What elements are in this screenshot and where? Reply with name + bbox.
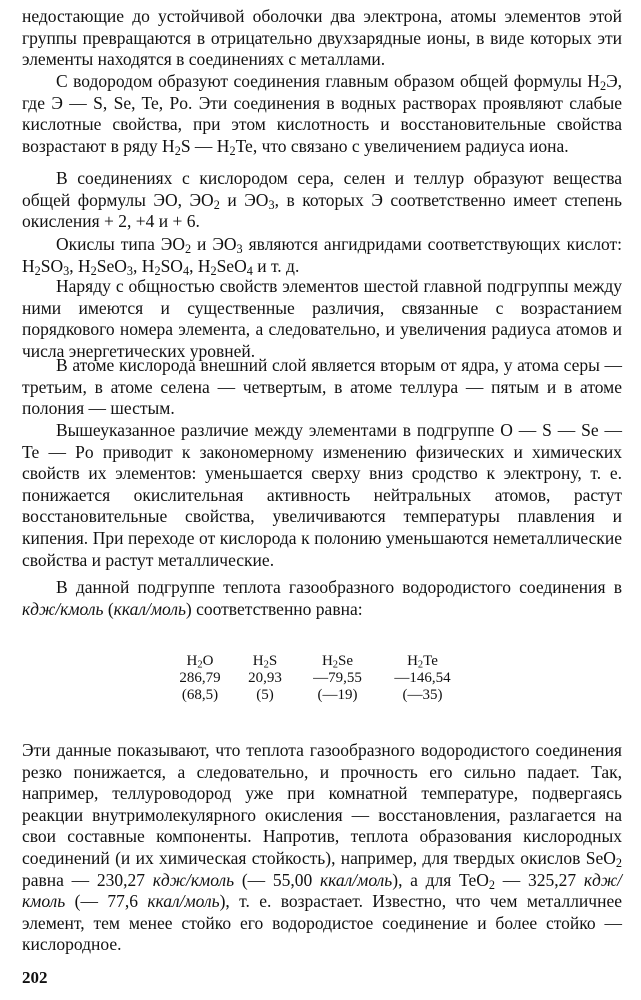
heat-of-formation-table	[165, 653, 465, 704]
value-kcal-h2te: (—35)	[402, 687, 443, 703]
formula-h2s: $H_2S$	[252, 653, 278, 671]
paragraph-6: В атоме кислорода внешний слой является вторым от ядра, у атома серы — третьим, в атоме селена — четвертым, в атоме теллура — пятым и в атоме полония — шестым.	[22, 355, 622, 419]
formula-h2se: $H_2Se$	[321, 653, 354, 671]
page-number: 202	[22, 968, 48, 987]
paragraph-8: В данной подгруппе теплота газообразного водородистого соединения в кдж/кмоль (ккал/моль) соответственно равна:	[22, 577, 622, 619]
paragraph-4: Окислы типа $ЭO_2$ и $ЭO_3$ являются ангидридами соответствующих кислот: $H_2SO_3$, $H_2SeO_3$, $H_2SO_4$, $H_2SeO_4$ и т. д.	[22, 234, 622, 278]
value-kcal-h2se: (—19)	[317, 687, 358, 703]
formula-h2te: $H_2Te$	[407, 653, 438, 671]
paragraph-2: С водородом образуют соединения главным образом общей формулы $H_2Э$, где Э — S, Se, Te, Po. Эти соединения в водных растворах проявляют слабые кислотные свойства, при этом кислотность и восстановительные свойства возрастают в ряду $H_2S$ — $H_2Te$, что связано с увеличением радиуса иона.	[22, 71, 622, 158]
value-kcal-h2s: (5)	[256, 687, 274, 703]
paragraph-7: Вышеуказанное различие между элементами в подгруппе O — S — Se — Te — Po приводит к закономерному изменению физических и химических свойств их элементов: уменьшается сверху вниз сродство к электрону, т. е. понижается окислительная активность нейтральных атомов, растут восстановительные свойства, увеличиваются температуры плавления и кипения. При переходе от кислорода к полонию уменьшаются неметаллические свойства и растут металлические.	[22, 420, 622, 570]
paragraph-3: В соединениях с кислородом сера, селен и теллур образуют вещества общей формулы ЭO, $ЭO_2$ и $ЭO_3$, в которых Э соответственно имеет степень окисления + 2, +4 и + 6.	[22, 168, 623, 232]
value-kj-h2s: 20,93	[248, 670, 282, 686]
paragraph-9: Эти данные показывают, что теплота газообразного водородистого соединения резко понижается, а следовательно, и прочность его сильно падает. Так, например, теллуроводород уже при комнатной температуре, подвергаясь реакции внутримолекулярного окисления — восстановления, разлагается на свои составные компоненты. Напротив, теплота образования кислородных соединений (и их химическая стойкость), например, для твердых окислов SeO$_2$ равна — 230,27 кдж/кмоль (— 55,00 ккал/моль), а для TeO$_2$ — 325,27 кдж/кмоль (— 77,6 ккал/моль), т. е. возрастает. Известно, что чем металличнее элемент, тем менее стойко его водородистое соединение и более стойко — кислородное.	[22, 740, 623, 955]
paragraph-5: Наряду с общностью свойств элементов шестой главной подгруппы между ними имеются и существенные различия, связанные с возрастанием порядкового номера элемента, а следовательно, и увеличения радиуса атомов и числа энергетических уровней.	[22, 276, 622, 361]
paragraph-1: недостающие до устойчивой оболочки два электрона, атомы элементов этой группы превращаются в отрицательно двухзарядные ионы, в виде которых эти элементы находятся в соединениях с металлами.	[22, 6, 622, 70]
value-kcal-h2o: (68,5)	[181, 687, 219, 703]
value-kj-h2o: 286,79	[179, 670, 221, 686]
value-kj-h2te: —146,54	[394, 670, 451, 686]
value-kj-h2se: —79,55	[313, 670, 362, 686]
formula-h2o: $H_2O$	[186, 653, 214, 671]
